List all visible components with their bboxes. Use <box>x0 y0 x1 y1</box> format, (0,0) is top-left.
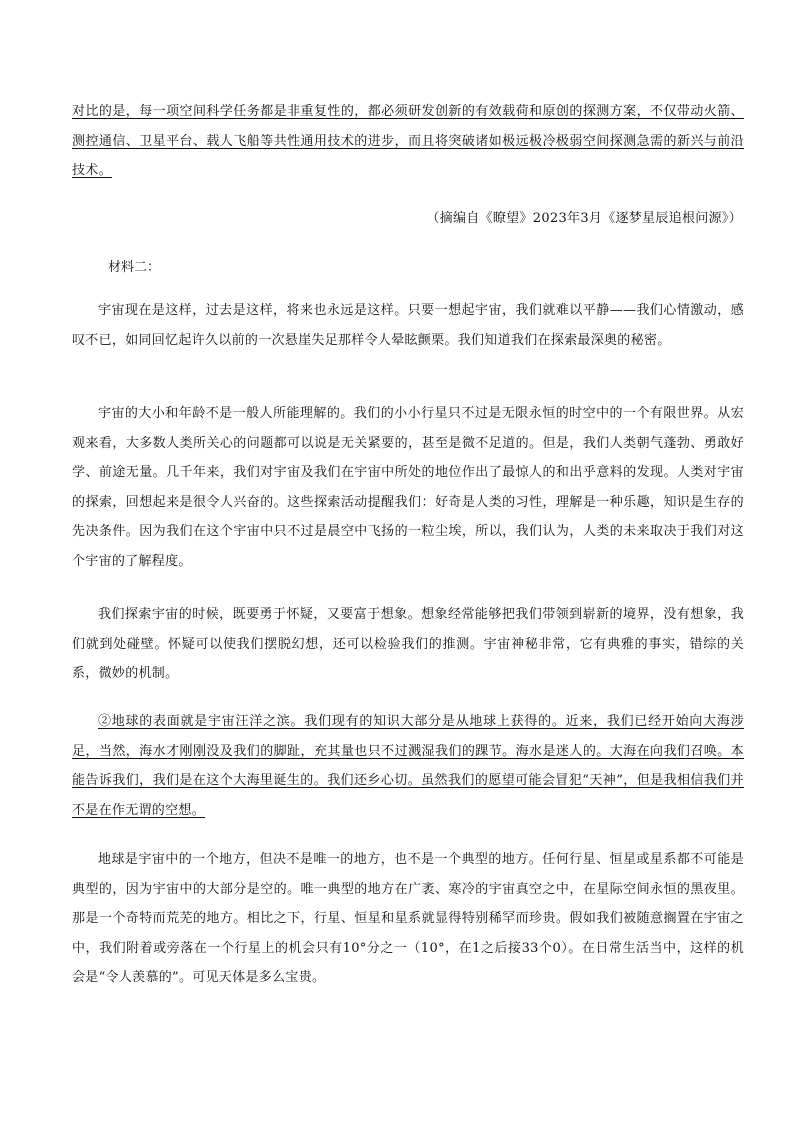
material1-closing-paragraph: 对比的是，每一项空间科学任务都是非重复性的，都必须研发创新的有效载荷和原创的探测方案，不仅带动火箭、测控通信、卫星平台、载人飞船等共性通用技术的进步，而且将突破诸如极远极冷极弱空间探测急需的新兴与前沿技术。 <box>72 104 744 178</box>
material2-paragraph-1: 宇宙现在是这样，过去是这样，将来也永远是这样。只要一想起宇宙，我们就难以平静——我们心情激动，感叹不已，如同回忆起许久以前的一次悬崖失足那样令人晕眩颤栗。我们知道我们在探索最深奥的秘密。 <box>72 303 744 348</box>
material2-paragraph-4-underlined: ②地球的表面就是宇宙汪洋之滨。我们现有的知识大部分是从地球上获得的。近来，我们已经开始向大海涉足，当然，海水才刚刚没及我们的脚趾，充其量也只不过溅湿我们的踝节。海水是迷人的。大海在向我们召唤。本能告诉我们，我们是在这个大海里诞生的。我们还乡心切。虽然我们的愿望可能会冒犯“天神”，但是我相信我们并不是在作无谓的空想。 <box>72 714 744 818</box>
material2-label: 材料二： <box>108 260 161 275</box>
source-citation: （摘编自《瞭望》2023年3月《逐梦星辰追根问源》） <box>426 211 742 226</box>
material2-paragraph-5: 地球是宇宙中的一个地方，但决不是唯一的地方，也不是一个典型的地方。任何行星、恒星或星系都不可能是典型的，因为宇宙中的大部分是空的。唯一典型的地方在广袤、寒冷的宇宙真空之中，在星际空间永恒的黑夜里。那是一个奇特而荒芜的地方。相比之下，行星、恒星和星系就显得特别稀罕而珍贵。假如我们被随意搁置在宇宙之中，我们附着或旁落在一个行星上的机会只有10°分之一（10°，在1之后接33个0）。在日常生活当中，这样的机会是“令人羡慕的”。可见天体是多么宝贵。 <box>72 852 744 985</box>
material2-paragraph-3: 我们探索宇宙的时候，既要勇于怀疑，又要富于想象。想象经常能够把我们带领到崭新的境界，没有想象，我们就到处碰壁。怀疑可以使我们摆脱幻想，还可以检验我们的推测。宇宙神秘非常，它有典雅的事实，错综的关系，微妙的机制。 <box>72 607 744 681</box>
material2-paragraph-2: 宇宙的大小和年龄不是一般人所能理解的。我们的小小行星只不过是无限永恒的时空中的一个有限世界。从宏观来看，大多数人类所关心的问题都可以说是无关紧要的，甚至是微不足道的。但是，我们人类朝气蓬勃、勇敢好学、前途无量。几千年来，我们对宇宙及我们在宇宙中所处的地位作出了最惊人的和出乎意料的发现。人类对宇宙的探索，回想起来是很令人兴奋的。这些探索活动提醒我们：好奇是人类的习性，理解是一种乐趣，知识是生存的先决条件。因为我们在这个宇宙中只不过是晨空中飞扬的一粒尘埃，所以，我们认为，人类的未来取决于我们对这个宇宙的了解程度。 <box>72 406 744 569</box>
